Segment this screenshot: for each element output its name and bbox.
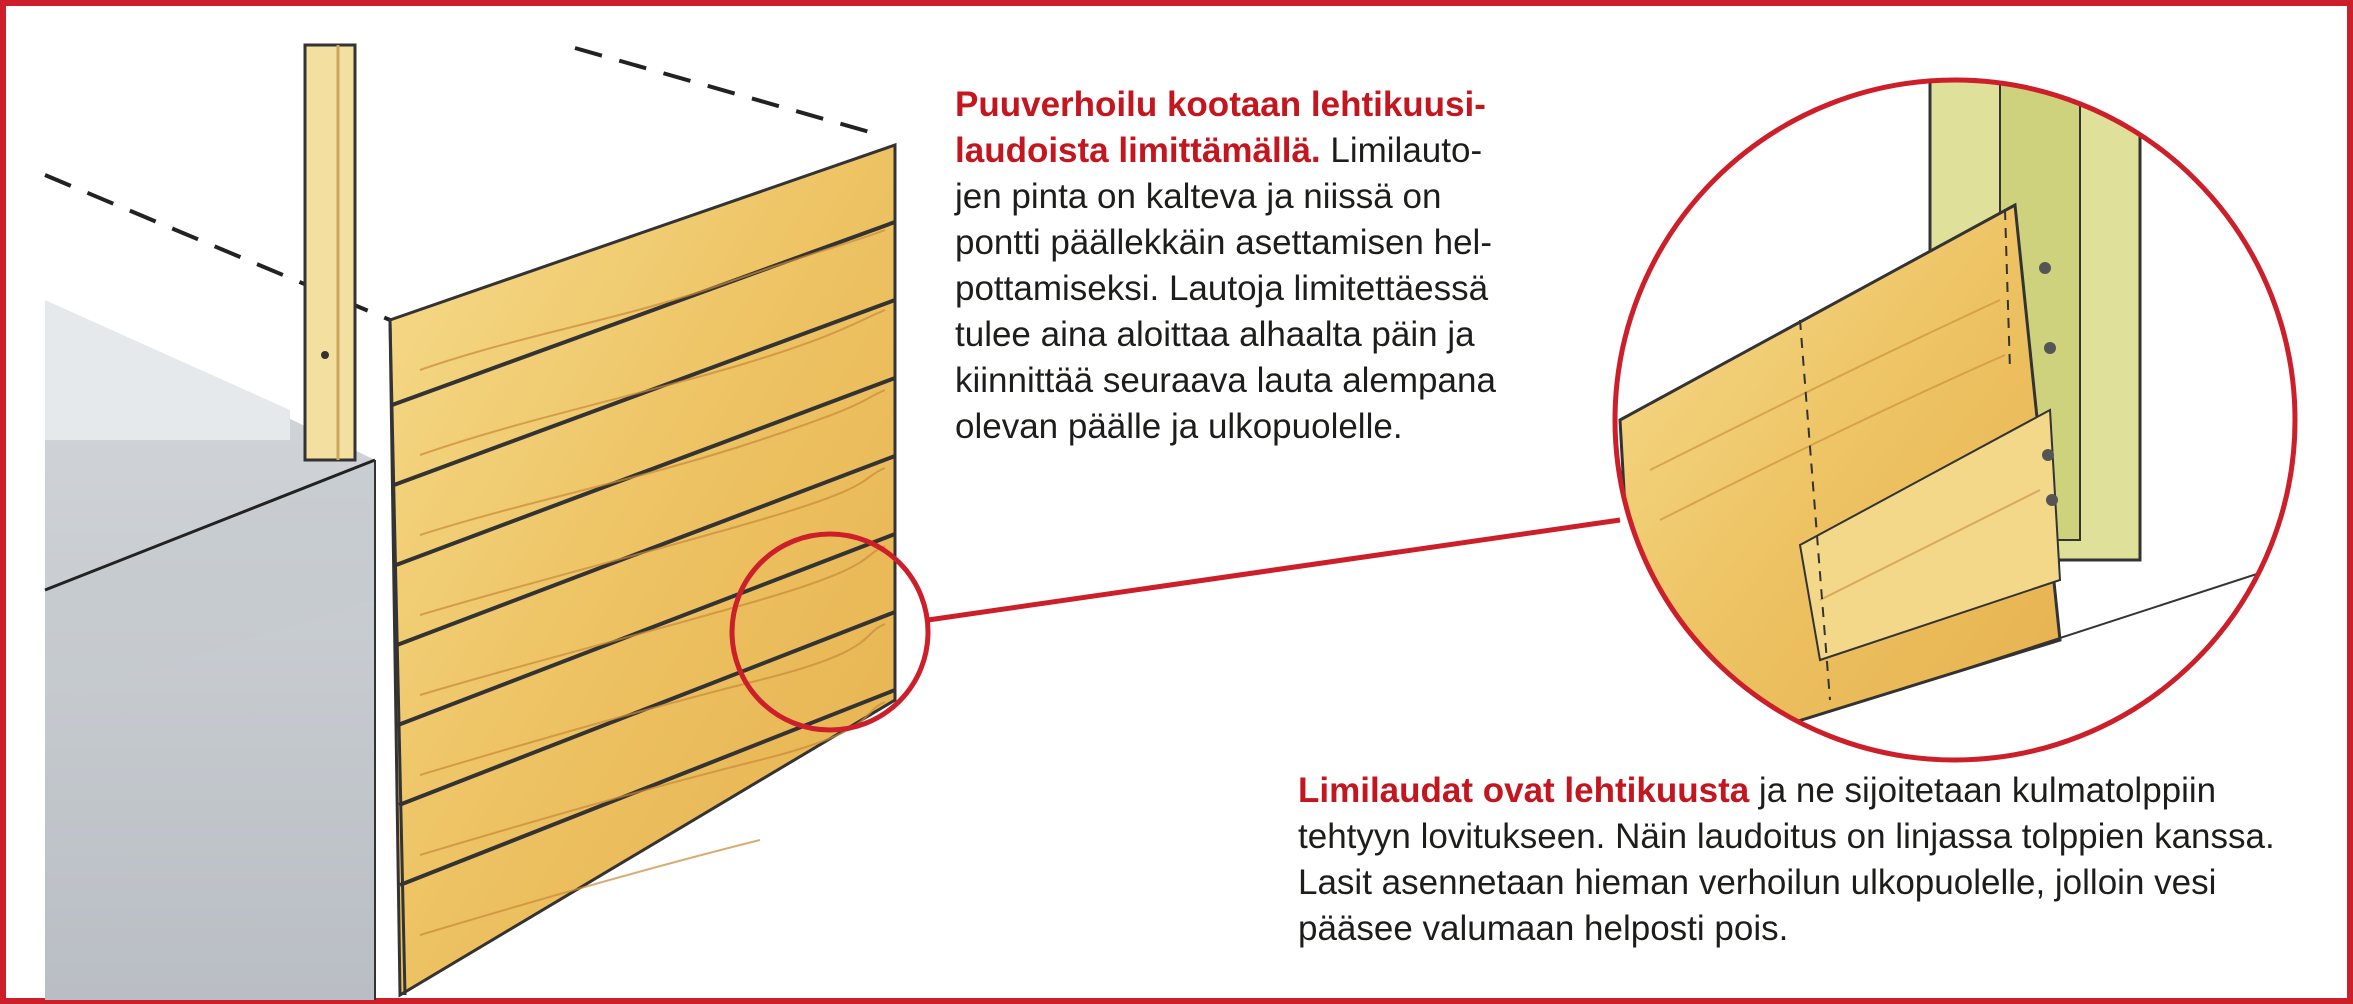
siding-assembly-callout — [955, 82, 1555, 450]
siding-material-callout — [1298, 768, 2338, 952]
callout-1-body: Limilauto- jen pinta on kalteva ja niissä on pontti päällekkäin asettamisen hel- pottamiseksi. Lautoja limitettäessä tulee aina aloittaa alhaalta päin ja kiinnittää seuraava lauta alempana olevan päälle ja ulkopuolelle. — [955, 131, 1496, 446]
zoom-detail — [1615, 80, 2300, 770]
callout-2-lead: Limilaudat ovat lehtikuusta — [1298, 771, 1750, 810]
callout-1-lead: Puuverhoilu kootaan lehtikuusi- laudoista limittämällä. — [955, 85, 1486, 170]
callout-2-body: ja ne sijoitetaan kulmatolppiin tehtyyn lovitukseen. Näin laudoitus on linjassa tolppien kanssa. Lasit asennetaan hieman verhoilun ulkopuolelle, jolloin vesi pääsee valumaan helposti pois. — [1298, 771, 2275, 948]
vertical-post — [305, 45, 355, 460]
clapboard-siding — [390, 145, 895, 995]
